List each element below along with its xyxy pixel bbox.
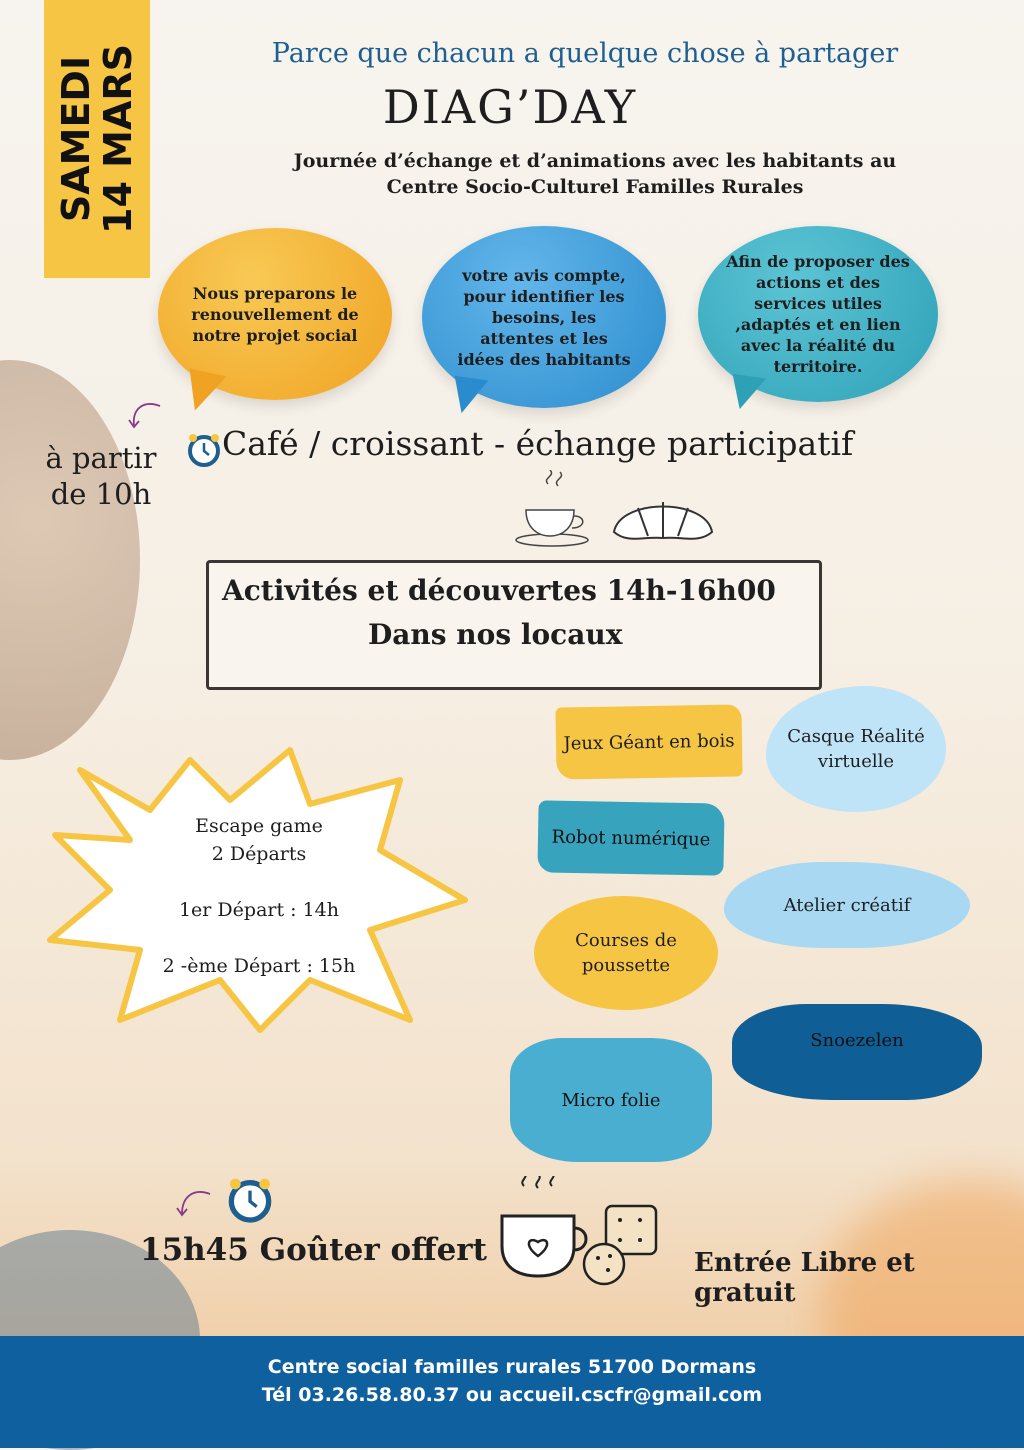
- alarm-clock-icon: [226, 1176, 274, 1224]
- activity-jeux-geant: [555, 704, 742, 779]
- croissant-icon: [608, 488, 718, 550]
- escape-game-text: [120, 812, 398, 980]
- activity-courses-poussette: [534, 896, 718, 1010]
- activity-label: Snoezelen: [810, 1030, 904, 1051]
- activity-label: Jeux Géant en bois: [563, 730, 735, 754]
- morning-time-line2: de 10h: [50, 477, 152, 511]
- curved-arrow-icon: [124, 400, 164, 432]
- cookies-icon: [580, 1200, 666, 1290]
- tagline: Parce que chacun a quelque chose à partager: [271, 38, 899, 69]
- footer-address: Centre social familles rurales 51700 Dormans: [267, 1356, 757, 1378]
- speech-bubble-tail-actions: [728, 374, 766, 412]
- activity-snoezelen: [732, 1004, 982, 1100]
- page-title: DIAG’DAY: [382, 80, 638, 134]
- bubble-text-avis: votre avis compte, pour identifier les besoins, les attentes et les idées des habitants: [457, 265, 631, 369]
- activity-robot-numerique: [537, 800, 724, 875]
- footer-contact: Tél 03.26.58.80.37 ou accueil.cscfr@gmail.com: [261, 1384, 763, 1406]
- activities-title: Activités et découvertes 14h-16h00: [222, 574, 776, 607]
- bubble-text-projet: Nous preparons le renouvellement de notre projet social: [191, 283, 359, 345]
- curved-arrow-icon: [172, 1188, 212, 1220]
- subtitle: [150, 148, 1024, 200]
- escape-depart1: 1er Départ : 14h: [178, 899, 340, 921]
- bubble-text-actions: Afin de proposer des actions et des services utiles ,adaptés et en lien avec la réalité du territoire.: [726, 252, 910, 376]
- activities-location: Dans nos locaux: [368, 618, 623, 651]
- subtitle-line1: Journée d’échange et d’animations avec les habitants au: [293, 150, 897, 172]
- morning-time-line1: à partir: [45, 441, 157, 475]
- activity-label: Robot numérique: [551, 826, 711, 850]
- morning-time-label: [36, 440, 166, 512]
- entree-libre-text: Entrée Libre et gratuit: [694, 1248, 915, 1308]
- subtitle-line2: Centre Socio-Culturel Familles Rurales: [386, 176, 804, 198]
- date-text: [55, 44, 139, 234]
- date-tag: [44, 0, 150, 278]
- alarm-clock-icon: [186, 432, 222, 468]
- date-day: SAMEDI: [54, 55, 98, 223]
- background-blob-left: [0, 360, 140, 760]
- activity-label: Courses de poussette: [575, 930, 677, 976]
- date-month: 14 MARS: [96, 44, 140, 234]
- morning-activity: Café / croissant - échange participatif: [222, 424, 854, 463]
- activity-atelier-creatif: [724, 862, 970, 948]
- coffee-cup-icon: [512, 470, 592, 550]
- activity-label: Casque Réalité virtuelle: [787, 726, 925, 772]
- speech-bubble-tail-avis: [450, 376, 489, 416]
- activity-casque-vr: [766, 686, 946, 812]
- activity-micro-folie: [510, 1038, 712, 1162]
- speech-bubble-tail-projet: [181, 368, 226, 415]
- tea-cup-icon: [494, 1176, 594, 1282]
- activity-label: Micro folie: [561, 1089, 661, 1111]
- escape-departs: 2 Départs: [211, 843, 307, 865]
- escape-depart2: 2 -ème Départ : 15h: [162, 955, 356, 977]
- escape-title: Escape game: [195, 815, 323, 837]
- activity-label: Atelier créatif: [783, 894, 911, 916]
- goutter-text: 15h45 Goûter offert: [140, 1232, 487, 1268]
